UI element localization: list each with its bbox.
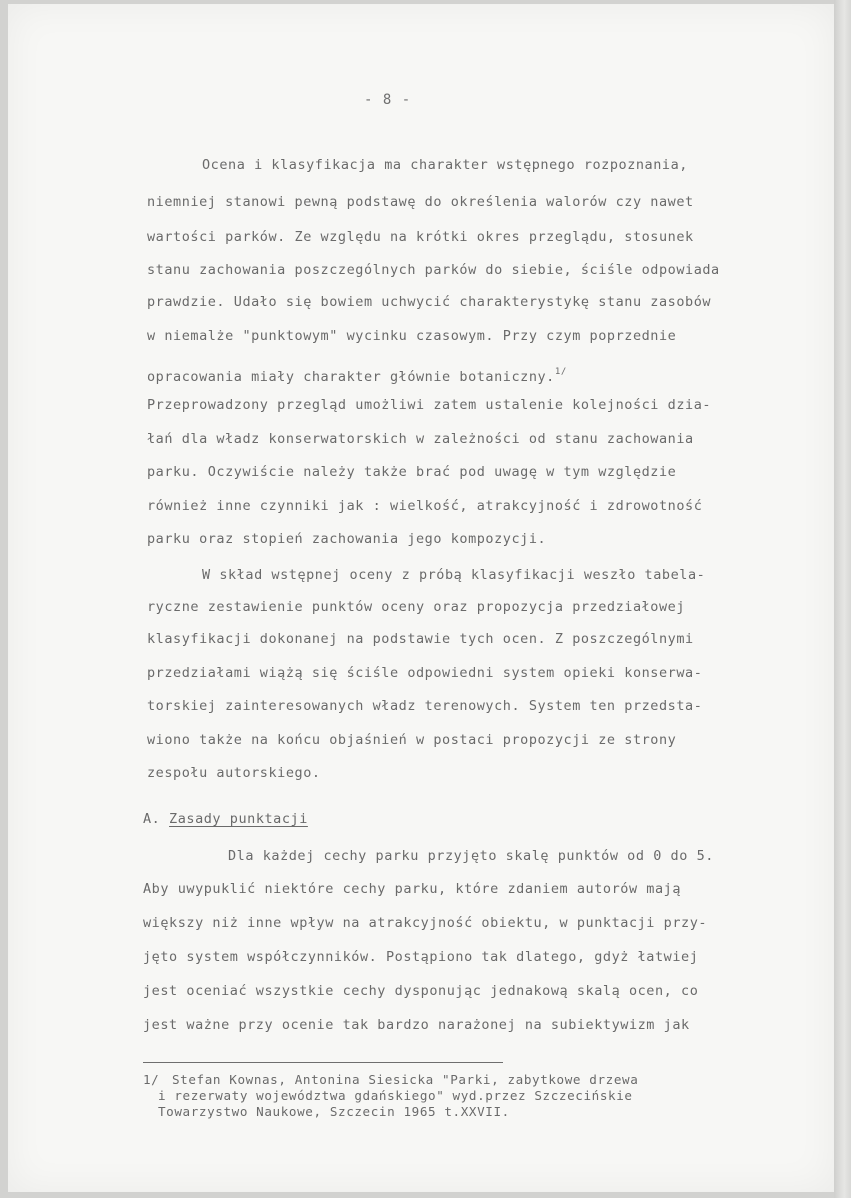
text-line: Ocena i klasyfikacja ma charakter wstępnego rozpoznania,	[202, 157, 688, 173]
text-line: w niemalże "punktowym" wycinku czasowym. Przy czym poprzednie	[147, 328, 677, 344]
text-line: Przeprowadzony przegląd umożliwi zatem ustalenie kolejności dzia-	[147, 397, 712, 413]
text-line: stanu zachowania poszczególnych parków do siebie, ściśle odpowiada	[147, 262, 720, 278]
scan-edge	[834, 0, 851, 1198]
footnote-line: i rezerwaty województwa gdańskiego" wyd.przez Szczecińskie	[158, 1088, 633, 1103]
text-line: większy niż inne wpływ na atrakcyjność obiektu, w punktacji przy-	[143, 915, 708, 931]
footnote-line: Stefan Kownas, Antonina Siesicka "Parki, zabytkowe drzewa	[172, 1072, 639, 1087]
text-line: ryczne zestawienie punktów oceny oraz propozycja przedziałowej	[147, 599, 686, 615]
text-line-with-ref	[147, 363, 567, 386]
text-line: parku. Oczywiście należy także brać pod uwagę w tym względzie	[147, 464, 677, 480]
text-line: Aby uwypuklić niektóre cechy parku, które zdaniem autorów mają	[143, 881, 682, 897]
text-line: W skład wstępnej oceny z próbą klasyfikacji weszło tabela-	[202, 567, 706, 583]
footnote-separator	[143, 1062, 503, 1063]
text-line: przedziałami wiążą się ściśle odpowiedni system opieki konserwa-	[147, 665, 703, 681]
text-line: niemniej stanowi pewną podstawę do określenia walorów czy nawet	[147, 194, 694, 210]
footnote-marker: 1/	[143, 1072, 160, 1087]
section-label: A.	[143, 811, 161, 827]
text-line: Dla każdej cechy parku przyjęto skalę punktów od 0 do 5.	[228, 848, 714, 864]
text-line: również inne czynniki jak : wielkość, atrakcyjność i zdrowotność	[147, 498, 703, 514]
text-line: prawdzie. Udało się bowiem uchwycić charakterystykę stanu zasobów	[147, 294, 712, 310]
footnote-reference: 1/	[554, 367, 567, 377]
text-line: łań dla władz konserwatorskich w zależności od stanu zachowania	[147, 431, 694, 447]
section-heading	[143, 810, 308, 828]
page-number: - 8 -	[364, 92, 412, 108]
text-line: wiono także na końcu objaśnień w postaci propozycji ze strony	[147, 732, 677, 748]
text-line: jest oceniać wszystkie cechy dysponując jednakową skalą ocen, co	[143, 983, 699, 999]
text-line: torskiej zainteresowanych władz terenowych. System ten przedsta-	[147, 698, 703, 714]
text-line: jęto system współczynników. Postąpiono tak dlatego, gdyż łatwiej	[143, 949, 699, 965]
text-line: klasyfikacji dokonanej na podstawie tych ocen. Z poszczególnymi	[147, 631, 694, 647]
footnote-line: Towarzystwo Naukowe, Szczecin 1965 t.XXVII.	[158, 1104, 510, 1119]
text-line: opracowania miały charakter głównie botaniczny.	[147, 369, 555, 385]
text-line: zespołu autorskiego.	[147, 765, 321, 781]
text-line: jest ważne przy ocenie tak bardzo narażonej na subiektywizm jak	[143, 1017, 690, 1033]
section-title: Zasady punktacji	[169, 811, 308, 827]
text-line: wartości parków. Ze względu na krótki okres przeglądu, stosunek	[147, 229, 694, 245]
text-line: parku oraz stopień zachowania jego kompozycji.	[147, 531, 547, 547]
